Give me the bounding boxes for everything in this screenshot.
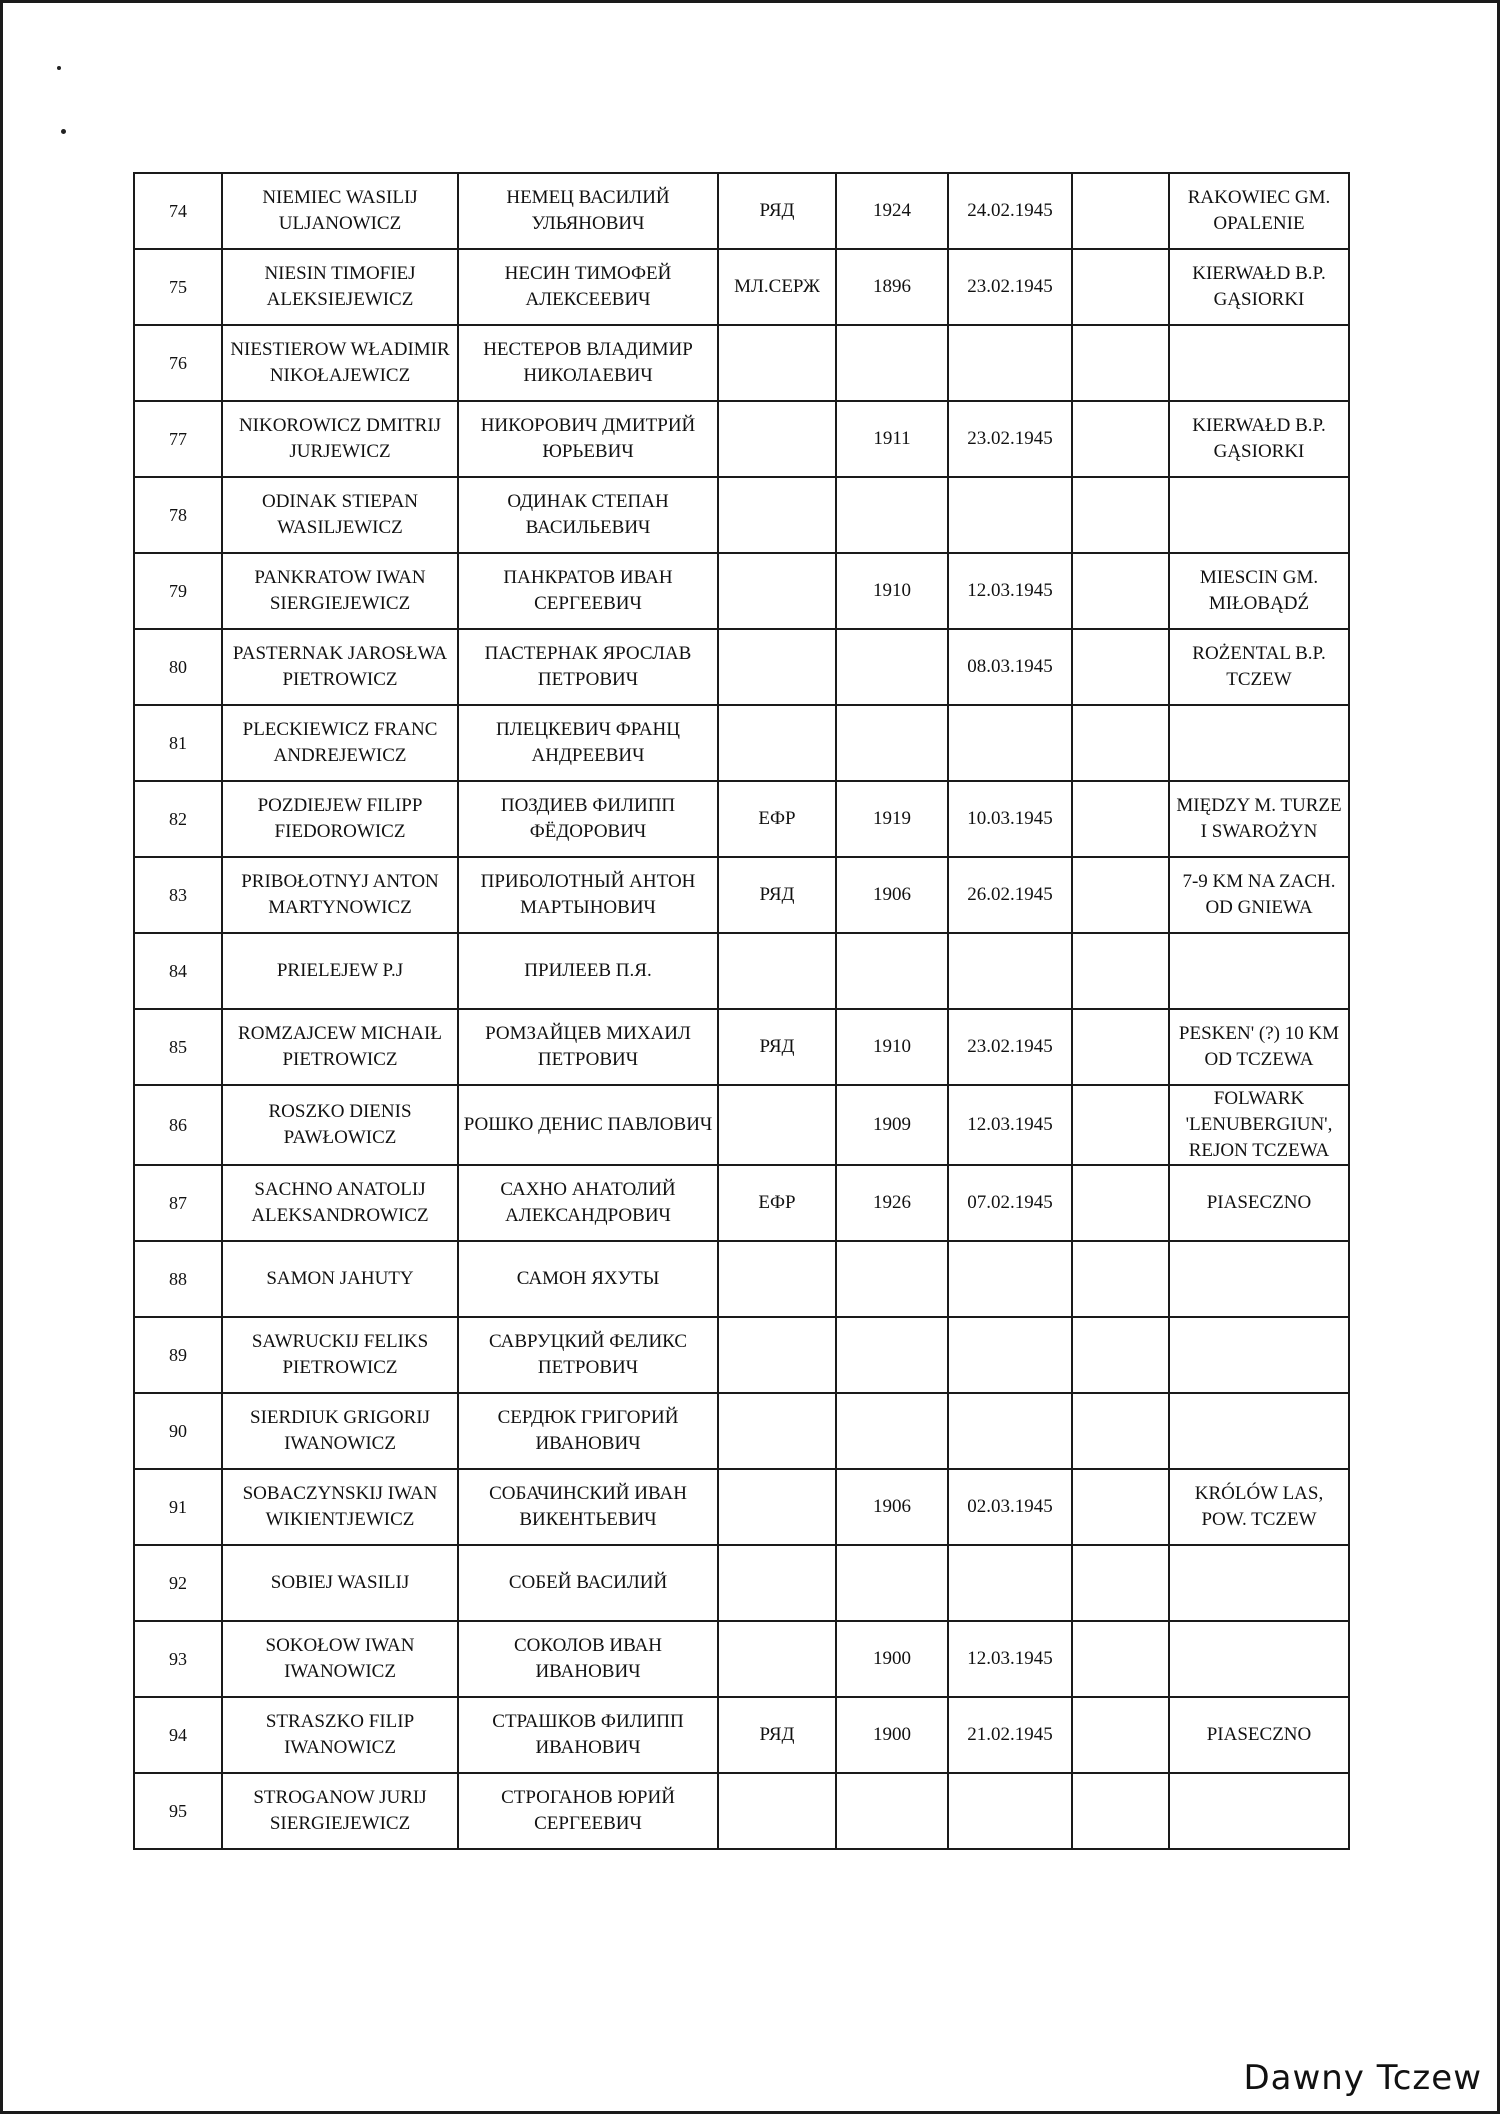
name-russian-cell: РОМЗАЙЦЕВ МИХАИЛ ПЕТРОВИЧ bbox=[458, 1009, 718, 1085]
burial-place-cell: KIERWAŁD B.P. GĄSIORKI bbox=[1169, 401, 1349, 477]
rank-cell bbox=[718, 1393, 836, 1469]
rank-cell bbox=[718, 629, 836, 705]
row-number: 78 bbox=[134, 477, 222, 553]
row-number: 77 bbox=[134, 401, 222, 477]
rank-cell: РЯД bbox=[718, 1697, 836, 1773]
death-date-cell bbox=[948, 933, 1072, 1009]
table-row bbox=[134, 857, 1349, 933]
name-polish-cell: STRASZKO FILIP IWANOWICZ bbox=[222, 1697, 458, 1773]
birth-year-cell: 1900 bbox=[836, 1697, 948, 1773]
table-row bbox=[134, 173, 1349, 249]
table-row bbox=[134, 705, 1349, 781]
table-row bbox=[134, 1773, 1349, 1849]
rank-cell bbox=[718, 1317, 836, 1393]
rank-cell bbox=[718, 1621, 836, 1697]
burial-place-cell bbox=[1169, 1241, 1349, 1317]
table-row bbox=[134, 1469, 1349, 1545]
death-date-cell bbox=[948, 1241, 1072, 1317]
name-russian-cell: НИКОРОВИЧ ДМИТРИЙ ЮРЬЕВИЧ bbox=[458, 401, 718, 477]
row-number: 79 bbox=[134, 553, 222, 629]
empty-cell bbox=[1072, 1773, 1169, 1849]
burial-place-cell: MIESCIN GM. MIŁOBĄDŹ bbox=[1169, 553, 1349, 629]
birth-year-cell bbox=[836, 1773, 948, 1849]
burial-place-cell bbox=[1169, 1317, 1349, 1393]
empty-cell bbox=[1072, 1165, 1169, 1241]
rank-cell bbox=[718, 1773, 836, 1849]
birth-year-cell: 1910 bbox=[836, 553, 948, 629]
burial-place-cell bbox=[1169, 325, 1349, 401]
table-row bbox=[134, 477, 1349, 553]
birth-year-cell: 1896 bbox=[836, 249, 948, 325]
name-russian-cell: НЕСТЕРОВ ВЛАДИМИР НИКОЛАЕВИЧ bbox=[458, 325, 718, 401]
rank-cell bbox=[718, 1085, 836, 1165]
row-number: 84 bbox=[134, 933, 222, 1009]
row-number: 82 bbox=[134, 781, 222, 857]
table-row bbox=[134, 1697, 1349, 1773]
table-row bbox=[134, 1317, 1349, 1393]
rank-cell bbox=[718, 1241, 836, 1317]
birth-year-cell bbox=[836, 477, 948, 553]
scan-speck bbox=[57, 66, 61, 70]
burial-place-cell: PESKEN' (?) 10 KM OD TCZEWA bbox=[1169, 1009, 1349, 1085]
row-number: 87 bbox=[134, 1165, 222, 1241]
name-polish-cell: ROMZAJCEW MICHAIŁ PIETROWICZ bbox=[222, 1009, 458, 1085]
death-date-cell: 07.02.1945 bbox=[948, 1165, 1072, 1241]
name-polish-cell: SOBIEJ WASILIJ bbox=[222, 1545, 458, 1621]
rank-cell: МЛ.СЕРЖ bbox=[718, 249, 836, 325]
name-polish-cell: SIERDIUK GRIGORIJ IWANOWICZ bbox=[222, 1393, 458, 1469]
birth-year-cell: 1910 bbox=[836, 1009, 948, 1085]
burial-place-cell bbox=[1169, 1393, 1349, 1469]
death-date-cell bbox=[948, 1773, 1072, 1849]
empty-cell bbox=[1072, 1085, 1169, 1165]
death-date-cell bbox=[948, 1393, 1072, 1469]
empty-cell bbox=[1072, 1621, 1169, 1697]
rank-cell: ЕФР bbox=[718, 1165, 836, 1241]
rank-cell: РЯД bbox=[718, 857, 836, 933]
burial-place-cell bbox=[1169, 1773, 1349, 1849]
burial-place-cell bbox=[1169, 705, 1349, 781]
death-date-cell: 21.02.1945 bbox=[948, 1697, 1072, 1773]
name-russian-cell: СТРАШКОВ ФИЛИПП ИВАНОВИЧ bbox=[458, 1697, 718, 1773]
rank-cell: РЯД bbox=[718, 173, 836, 249]
burial-place-cell bbox=[1169, 1621, 1349, 1697]
death-date-cell: 02.03.1945 bbox=[948, 1469, 1072, 1545]
name-polish-cell: NIESIN TIMOFIEJ ALEKSIEJEWICZ bbox=[222, 249, 458, 325]
name-russian-cell: САВРУЦКИЙ ФЕЛИКС ПЕТРОВИЧ bbox=[458, 1317, 718, 1393]
table-row bbox=[134, 1393, 1349, 1469]
rank-cell bbox=[718, 401, 836, 477]
name-polish-cell: SOBACZYNSKIJ IWAN WIKIENTJEWICZ bbox=[222, 1469, 458, 1545]
death-date-cell bbox=[948, 325, 1072, 401]
name-russian-cell: САХНО АНАТОЛИЙ АЛЕКСАНДРОВИЧ bbox=[458, 1165, 718, 1241]
row-number: 86 bbox=[134, 1085, 222, 1165]
rank-cell bbox=[718, 1469, 836, 1545]
row-number: 81 bbox=[134, 705, 222, 781]
birth-year-cell: 1911 bbox=[836, 401, 948, 477]
name-polish-cell: SAWRUCKIJ FELIKS PIETROWICZ bbox=[222, 1317, 458, 1393]
birth-year-cell: 1906 bbox=[836, 1469, 948, 1545]
name-polish-cell: SAMON JAHUTY bbox=[222, 1241, 458, 1317]
empty-cell bbox=[1072, 933, 1169, 1009]
name-russian-cell: НЕСИН ТИМОФЕЙ АЛЕКСЕЕВИЧ bbox=[458, 249, 718, 325]
burial-place-cell bbox=[1169, 933, 1349, 1009]
empty-cell bbox=[1072, 1317, 1169, 1393]
row-number: 75 bbox=[134, 249, 222, 325]
name-russian-cell: ПЛЕЦКЕВИЧ ФРАНЦ АНДРЕЕВИЧ bbox=[458, 705, 718, 781]
table-row bbox=[134, 1085, 1349, 1165]
name-polish-cell: NIKOROWICZ DMITRIJ JURJEWICZ bbox=[222, 401, 458, 477]
name-polish-cell: POZDIEJEW FILIPP FIEDOROWICZ bbox=[222, 781, 458, 857]
burial-place-cell: KIERWAŁD B.P. GĄSIORKI bbox=[1169, 249, 1349, 325]
name-polish-cell: PANKRATOW IWAN SIERGIEJEWICZ bbox=[222, 553, 458, 629]
name-polish-cell: PRIELEJEW P.J bbox=[222, 933, 458, 1009]
birth-year-cell bbox=[836, 1393, 948, 1469]
row-number: 90 bbox=[134, 1393, 222, 1469]
empty-cell bbox=[1072, 705, 1169, 781]
name-polish-cell: PLECKIEWICZ FRANC ANDREJEWICZ bbox=[222, 705, 458, 781]
birth-year-cell bbox=[836, 1545, 948, 1621]
birth-year-cell bbox=[836, 1317, 948, 1393]
register-body bbox=[134, 173, 1349, 1849]
name-polish-cell: NIEMIEC WASILIJ ULJANOWICZ bbox=[222, 173, 458, 249]
table-row bbox=[134, 1009, 1349, 1085]
empty-cell bbox=[1072, 629, 1169, 705]
table-row bbox=[134, 401, 1349, 477]
name-polish-cell: PRIBOŁOTNYJ ANTON MARTYNOWICZ bbox=[222, 857, 458, 933]
rank-cell bbox=[718, 1545, 836, 1621]
burial-place-cell bbox=[1169, 477, 1349, 553]
name-russian-cell: ОДИНАК СТЕПАН ВАСИЛЬЕВИЧ bbox=[458, 477, 718, 553]
row-number: 93 bbox=[134, 1621, 222, 1697]
birth-year-cell bbox=[836, 705, 948, 781]
name-russian-cell: СЕРДЮК ГРИГОРИЙ ИВАНОВИЧ bbox=[458, 1393, 718, 1469]
watermark: Dawny Tczew bbox=[1243, 2058, 1482, 2098]
name-russian-cell: САМОН ЯХУТЫ bbox=[458, 1241, 718, 1317]
empty-cell bbox=[1072, 249, 1169, 325]
empty-cell bbox=[1072, 781, 1169, 857]
name-russian-cell: ПРИЛЕЕВ П.Я. bbox=[458, 933, 718, 1009]
empty-cell bbox=[1072, 1241, 1169, 1317]
row-number: 85 bbox=[134, 1009, 222, 1085]
table-row bbox=[134, 553, 1349, 629]
name-russian-cell: СОКОЛОВ ИВАН ИВАНОВИЧ bbox=[458, 1621, 718, 1697]
row-number: 74 bbox=[134, 173, 222, 249]
row-number: 95 bbox=[134, 1773, 222, 1849]
birth-year-cell: 1919 bbox=[836, 781, 948, 857]
name-russian-cell: ПАСТЕРНАК ЯРОСЛАВ ПЕТРОВИЧ bbox=[458, 629, 718, 705]
birth-year-cell bbox=[836, 629, 948, 705]
table-row bbox=[134, 629, 1349, 705]
empty-cell bbox=[1072, 857, 1169, 933]
burial-place-cell: MIĘDZY M. TURZE I SWAROŻYN bbox=[1169, 781, 1349, 857]
empty-cell bbox=[1072, 1469, 1169, 1545]
name-polish-cell: NIESTIEROW WŁADIMIR NIKOŁAJEWICZ bbox=[222, 325, 458, 401]
rank-cell bbox=[718, 705, 836, 781]
birth-year-cell: 1924 bbox=[836, 173, 948, 249]
death-date-cell bbox=[948, 1545, 1072, 1621]
name-russian-cell: СТРОГАНОВ ЮРИЙ СЕРГЕЕВИЧ bbox=[458, 1773, 718, 1849]
rank-cell: РЯД bbox=[718, 1009, 836, 1085]
burial-register-table bbox=[133, 172, 1350, 1850]
name-polish-cell: PASTERNAK JAROSŁWA PIETROWICZ bbox=[222, 629, 458, 705]
table-row bbox=[134, 1545, 1349, 1621]
empty-cell bbox=[1072, 1009, 1169, 1085]
birth-year-cell: 1909 bbox=[836, 1085, 948, 1165]
name-polish-cell: STROGANOW JURIJ SIERGIEJEWICZ bbox=[222, 1773, 458, 1849]
death-date-cell bbox=[948, 477, 1072, 553]
empty-cell bbox=[1072, 553, 1169, 629]
name-polish-cell: ROSZKO DIENIS PAWŁOWICZ bbox=[222, 1085, 458, 1165]
rank-cell bbox=[718, 325, 836, 401]
empty-cell bbox=[1072, 325, 1169, 401]
table-row bbox=[134, 1165, 1349, 1241]
death-date-cell: 10.03.1945 bbox=[948, 781, 1072, 857]
name-russian-cell: ПАНКРАТОВ ИВАН СЕРГЕЕВИЧ bbox=[458, 553, 718, 629]
death-date-cell: 26.02.1945 bbox=[948, 857, 1072, 933]
rank-cell bbox=[718, 933, 836, 1009]
rank-cell bbox=[718, 553, 836, 629]
table-row bbox=[134, 325, 1349, 401]
death-date-cell: 12.03.1945 bbox=[948, 1085, 1072, 1165]
death-date-cell: 23.02.1945 bbox=[948, 401, 1072, 477]
table-row bbox=[134, 249, 1349, 325]
row-number: 92 bbox=[134, 1545, 222, 1621]
name-polish-cell: SOKOŁOW IWAN IWANOWICZ bbox=[222, 1621, 458, 1697]
empty-cell bbox=[1072, 173, 1169, 249]
name-russian-cell: НЕМЕЦ ВАСИЛИЙ УЛЬЯНОВИЧ bbox=[458, 173, 718, 249]
table-row bbox=[134, 1241, 1349, 1317]
row-number: 76 bbox=[134, 325, 222, 401]
table-row bbox=[134, 933, 1349, 1009]
row-number: 94 bbox=[134, 1697, 222, 1773]
empty-cell bbox=[1072, 1697, 1169, 1773]
death-date-cell bbox=[948, 705, 1072, 781]
empty-cell bbox=[1072, 401, 1169, 477]
birth-year-cell: 1926 bbox=[836, 1165, 948, 1241]
row-number: 91 bbox=[134, 1469, 222, 1545]
death-date-cell: 24.02.1945 bbox=[948, 173, 1072, 249]
death-date-cell: 23.02.1945 bbox=[948, 1009, 1072, 1085]
burial-place-cell: 7-9 KM NA ZACH. OD GNIEWA bbox=[1169, 857, 1349, 933]
empty-cell bbox=[1072, 477, 1169, 553]
birth-year-cell: 1900 bbox=[836, 1621, 948, 1697]
rank-cell bbox=[718, 477, 836, 553]
rank-cell: ЕФР bbox=[718, 781, 836, 857]
death-date-cell: 12.03.1945 bbox=[948, 1621, 1072, 1697]
burial-place-cell: FOLWARK 'LENUBERGIUN', REJON TCZEWA bbox=[1169, 1085, 1349, 1165]
burial-place-cell: PIASECZNO bbox=[1169, 1697, 1349, 1773]
table-row bbox=[134, 1621, 1349, 1697]
death-date-cell: 23.02.1945 bbox=[948, 249, 1072, 325]
name-polish-cell: SACHNO ANATOLIJ ALEKSANDROWICZ bbox=[222, 1165, 458, 1241]
name-russian-cell: СОБЕЙ ВАСИЛИЙ bbox=[458, 1545, 718, 1621]
birth-year-cell bbox=[836, 325, 948, 401]
birth-year-cell bbox=[836, 933, 948, 1009]
birth-year-cell: 1906 bbox=[836, 857, 948, 933]
name-russian-cell: ПРИБОЛОТНЫЙ АНТОН МАРТЫНОВИЧ bbox=[458, 857, 718, 933]
name-polish-cell: ODINAK STIEPAN WASILJEWICZ bbox=[222, 477, 458, 553]
row-number: 80 bbox=[134, 629, 222, 705]
burial-place-cell: PIASECZNO bbox=[1169, 1165, 1349, 1241]
burial-place-cell bbox=[1169, 1545, 1349, 1621]
burial-place-cell: RAKOWIEC GM. OPALENIE bbox=[1169, 173, 1349, 249]
birth-year-cell bbox=[836, 1241, 948, 1317]
name-russian-cell: ПОЗДИЕВ ФИЛИПП ФЁДОРОВИЧ bbox=[458, 781, 718, 857]
row-number: 88 bbox=[134, 1241, 222, 1317]
name-russian-cell: СОБАЧИНСКИЙ ИВАН ВИКЕНТЬЕВИЧ bbox=[458, 1469, 718, 1545]
name-russian-cell: РОШКО ДЕНИС ПАВЛОВИЧ bbox=[458, 1085, 718, 1165]
table-row bbox=[134, 781, 1349, 857]
empty-cell bbox=[1072, 1545, 1169, 1621]
empty-cell bbox=[1072, 1393, 1169, 1469]
scan-speck bbox=[61, 129, 66, 134]
burial-place-cell: ROŻENTAL B.P. TCZEW bbox=[1169, 629, 1349, 705]
death-date-cell bbox=[948, 1317, 1072, 1393]
row-number: 89 bbox=[134, 1317, 222, 1393]
death-date-cell: 08.03.1945 bbox=[948, 629, 1072, 705]
burial-place-cell: KRÓLÓW LAS, POW. TCZEW bbox=[1169, 1469, 1349, 1545]
row-number: 83 bbox=[134, 857, 222, 933]
death-date-cell: 12.03.1945 bbox=[948, 553, 1072, 629]
